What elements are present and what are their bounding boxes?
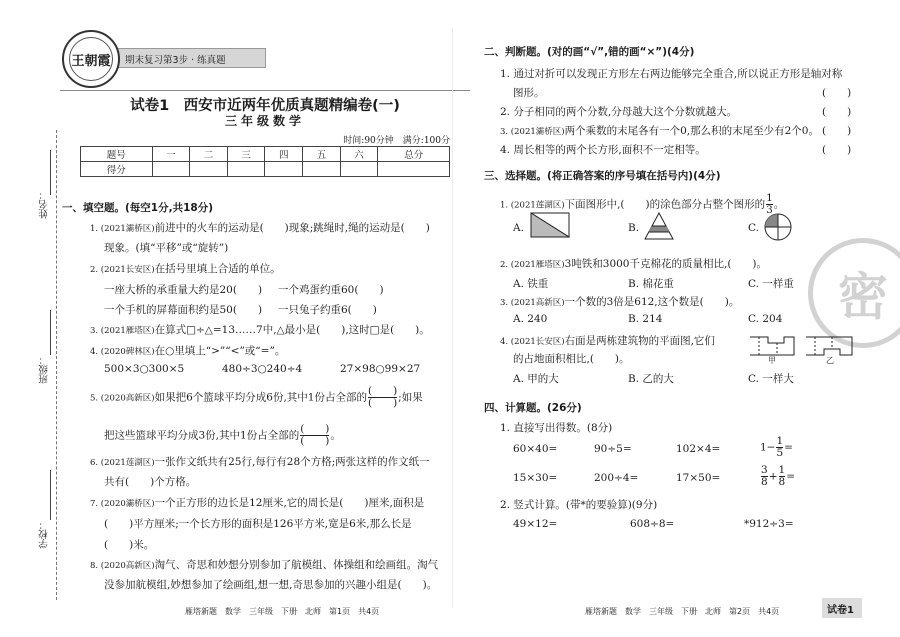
score-cell[interactable] [303, 162, 341, 177]
calc-item: 102×4= [676, 443, 721, 455]
q1-5: 5. (2020高新区)如果把6个篮球平均分成6份,其中1份占全部的 $\frac{( )}{( )}$ ;如果 [90, 385, 423, 409]
q1-6-cont: 共有( )个方格。 [104, 476, 197, 488]
q1-7: 7. (2020灞桥区)一个正方形的边长是12厘米,它的周长是( )厘米,面积是 [90, 497, 425, 509]
score-header-cell: 总分 [378, 147, 450, 162]
q3-3-option-a: A. 240 [513, 313, 548, 325]
review-banner: 期末复习第3步 · 练真题 [116, 48, 266, 68]
q2-1: 1. 通过对折可以发现正方形左右两边能够完全重合,所以说正方形是轴对称 [500, 68, 843, 80]
calc-item: 200÷4= [594, 472, 639, 484]
score-header-cell: 三 [227, 147, 265, 162]
calc-item-fraction: 1− $\frac{1}{5}$ = [760, 435, 793, 459]
score-cell[interactable] [190, 162, 228, 177]
fraction-one-third: $\frac{1}{3}$ [766, 192, 773, 216]
section-1-title: 一、填空题。(每空1分,共18分) [62, 202, 214, 214]
q1-8: 8. (2020高新区)淘气、奇思和妙想分别参加了航模组、体操组和绘画组。淘气 [90, 559, 439, 571]
footer-right: 雁塔新题 数学 三年级 下册 北师 第2页 共4页 [585, 607, 780, 616]
q1-7-cont2: ( )米。 [104, 539, 155, 551]
score-header-cell: 一 [152, 147, 190, 162]
q1-4a: 500×3○300×5 [104, 363, 185, 375]
q1-2: 2. (2021长安区)在括号里填上合适的单位。 [90, 263, 281, 275]
q1-4c: 27×98○99×27 [340, 363, 421, 375]
score-header-row [81, 147, 450, 162]
name-line [50, 150, 51, 195]
school-line [50, 470, 51, 520]
q4-2: 2. 竖式计算。(带*的要验算)(9分) [500, 499, 658, 511]
q2-1-cont: 图形。 [513, 87, 545, 99]
header-rule [60, 90, 470, 91]
q3-1: 1. (2021莲湖区)下面图形中,( )的涂色部分占整个图形的 $\frac{1}{3}$ 。 [500, 192, 785, 216]
q1-2d: 一只兔子约重6( ) [278, 304, 377, 316]
score-cell[interactable] [152, 162, 190, 177]
option-c-label: C. [748, 222, 759, 234]
class-line [50, 310, 51, 355]
q3-3-option-b: B. 214 [628, 313, 663, 325]
score-table [80, 146, 450, 177]
q1-2a: 一座大桥的承重量大约是20( ) [104, 284, 263, 296]
score-cell[interactable] [265, 162, 303, 177]
judge-paren[interactable]: ( ) [822, 106, 852, 118]
name-label: 姓名： [39, 190, 50, 219]
vertical-calc-item: 608÷8= [630, 518, 675, 530]
q3-4: 4. (2021长安区)右面是两栋建筑物的平面图,它们 [500, 335, 715, 347]
q1-1-cont: 现象。(填“平移”或“旋转”) [104, 242, 229, 254]
plan-label-a: 甲 [768, 356, 776, 365]
q1-5-cont: 把这些篮球平均分成3份,其中1份占全部的 $\frac{( )}{( )}$ 。 [104, 423, 341, 447]
q2-2: 2. 分子相同的两个分数,分母越大这个分数就越大。 [500, 106, 738, 118]
q3-4-cont: 的占地面积相比,( )。 [513, 353, 630, 365]
score-header-cell: 四 [265, 147, 303, 162]
score-header-cell: 二 [190, 147, 228, 162]
q3-4-option-b: B. 乙的大 [628, 373, 674, 385]
q3-4-option-c: C. 一样大 [748, 373, 794, 385]
building-floor-plans [748, 333, 858, 363]
q3-2-option-a: A. 铁重 [513, 278, 549, 290]
judge-paren[interactable]: ( ) [822, 125, 852, 137]
q3-3: 3. (2021高新区)一个数的3倍是612,这个数是( )。 [500, 296, 740, 308]
score-cell[interactable] [378, 162, 450, 177]
q3-2-option-c: C. 一样重 [748, 278, 794, 290]
calc-item: 90÷5= [594, 443, 632, 455]
q2-3: 3. (2021灞桥区)两个乘数的末尾各有一个0,那么积的末尾至少有2个0。 [500, 125, 819, 137]
section-2-title: 二、判断题。(对的画“√”,错的画“×”)(4分) [484, 46, 695, 58]
section-4-title: 四、计算题。(26分) [484, 402, 582, 414]
confidential-seal: 密 [808, 238, 900, 348]
score-header-cell: 六 [340, 147, 378, 162]
vertical-calc-item: 49×12= [513, 518, 558, 530]
plan-label-b: 乙 [826, 356, 834, 365]
score-input-row [81, 162, 450, 177]
brand-logo: 王朝霞 [62, 30, 120, 88]
blank-fraction: $\frac{( )}{( )}$ [300, 423, 330, 447]
q1-2b: 一个鸡蛋约重60( ) [278, 284, 384, 296]
judge-paren[interactable]: ( ) [822, 87, 852, 99]
page-subtitle: 三年级数学 [224, 114, 305, 128]
page-divider [452, 28, 453, 608]
option-b-shape [644, 212, 674, 240]
q3-2: 2. (2021雁塔区)3吨铁和3000千克棉花的质量相比,( )。 [500, 258, 768, 270]
q3-3-option-c: C. 204 [748, 313, 783, 325]
school-label: 学校： [39, 520, 50, 549]
calc-item: 17×50= [676, 472, 721, 484]
score-cell[interactable] [227, 162, 265, 177]
calc-item-fraction: $\frac{3}{8}$ + $\frac{1}{8}$ = [761, 464, 795, 488]
binding-line [56, 130, 57, 600]
option-a-label: A. [513, 222, 524, 234]
q1-1: 1. (2021灞桥区)前进中的火车的运动是( )现象;跳绳时,绳的运动是( ) [90, 222, 430, 234]
q1-6: 6. (2021莲湖区)一张作文纸共有25行,每行有28个方格;两张这样的作文纸一 [90, 456, 430, 468]
q1-7-cont: ( )平方厘米;一个长方形的面积是126平方米,宽是6米,那么长是 [104, 518, 412, 530]
score-header-cell: 五 [303, 147, 341, 162]
q4-1: 1. 直接写出得数。(8分) [500, 422, 613, 434]
q2-4: 4. 周长相等的两个长方形,面积不一定相等。 [500, 144, 706, 156]
exam-tab: 试卷1 [822, 598, 862, 618]
q3-2-option-b: B. 棉花重 [628, 278, 674, 290]
section-3-title: 三、选择题。(将正确答案的序号填在括号内)(4分) [484, 170, 721, 182]
score-header-cell: 题号 [81, 147, 153, 162]
score-cell[interactable] [340, 162, 378, 177]
class-label: 班级： [39, 355, 50, 384]
footer-left: 雁塔新题 数学 三年级 下册 北师 第1页 共4页 [185, 607, 380, 616]
blank-fraction: $\frac{( )}{( )}$ [367, 385, 398, 409]
option-a-shape [530, 212, 570, 238]
q1-3: 3. (2021雁塔区)在算式□÷△=13……7中,△最小是( ),这时□是( )。 [90, 324, 430, 336]
q1-4: 4. (2020碑林区)在○里填上“>”“<”或“=”。 [90, 345, 286, 357]
option-b-label: B. [628, 222, 640, 234]
exam-meta: 时间:90分钟 满分:100分 [343, 136, 450, 146]
q1-8-cont: 没参加航模组,妙想参加了绘画组,想一想,奇思参加的兴趣小组是( )。 [104, 579, 438, 591]
vertical-calc-item: *912÷3= [744, 518, 794, 530]
judge-paren[interactable]: ( ) [822, 144, 852, 156]
score-row-label: 得分 [81, 162, 153, 177]
option-c-shape [764, 213, 792, 241]
q1-4b: 480÷3○240÷4 [222, 363, 303, 375]
q1-2c: 一个手机的屏幕面积约是50( ) [104, 304, 263, 316]
page-title: 试卷1 西安市近两年优质真题精编卷(一) [130, 98, 400, 114]
calc-item: 15×30= [513, 472, 558, 484]
calc-item: 60×40= [513, 443, 558, 455]
q3-4-option-a: A. 甲的大 [513, 373, 559, 385]
